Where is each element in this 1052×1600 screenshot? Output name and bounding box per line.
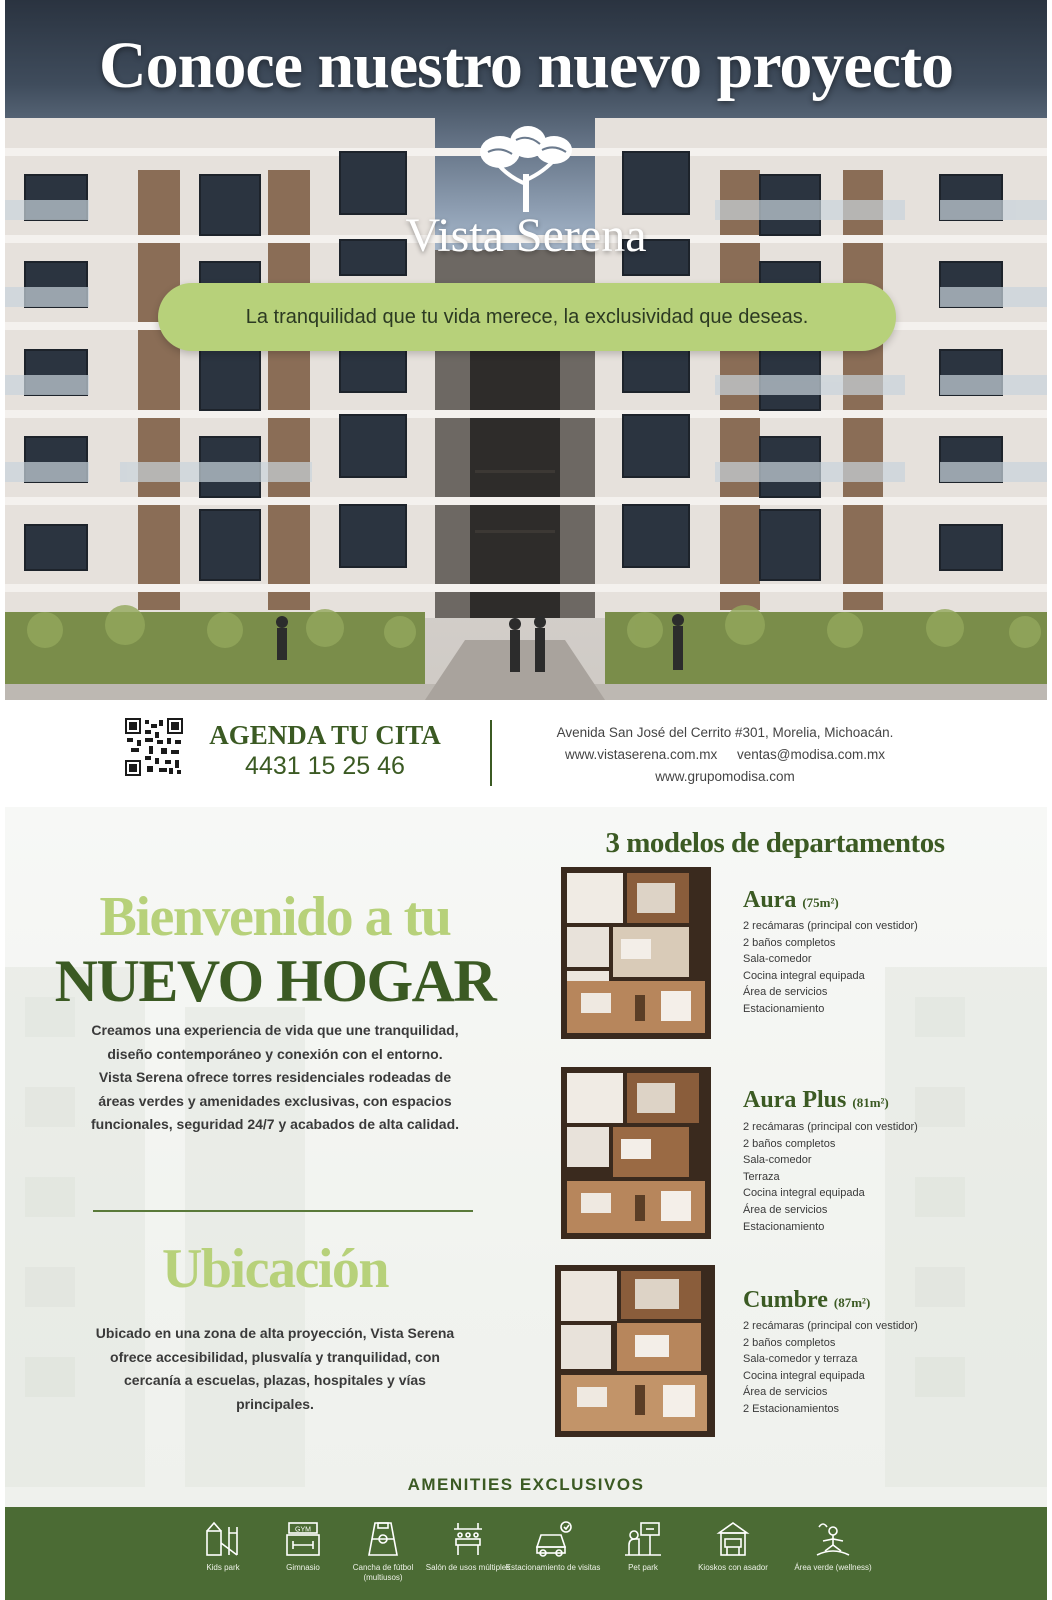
amenity-grill-kiosk — [685, 1519, 781, 1573]
model-size: (81m²) — [852, 1095, 889, 1110]
kids-park-icon — [203, 1519, 243, 1559]
list-item: Área de servicios — [743, 1386, 828, 1399]
welcome-heading-line2: NUEVO HOGAR — [54, 948, 496, 1014]
list-item: Cocina integral equipada — [743, 1187, 865, 1200]
event-hall-icon — [448, 1519, 488, 1559]
amenity-label: Kioskos con asador — [698, 1563, 768, 1572]
section-divider — [93, 1210, 473, 1212]
gym-badge-text: GYM — [295, 1526, 311, 1534]
vista-serena-logo — [385, 122, 667, 270]
model-title: Cumbre — [743, 1287, 828, 1313]
amenity-wellness — [785, 1519, 881, 1573]
list-item: Área de servicios — [743, 986, 828, 999]
parking-icon — [533, 1519, 573, 1559]
model-size: (75m²) — [802, 895, 839, 910]
tagline-banner: La tranquilidad que tu vida merece, la exclusividad que deseas. — [158, 283, 896, 351]
amenities-bar — [5, 1507, 1047, 1600]
amenity-soccer-field — [335, 1519, 431, 1583]
list-item: 2 Estacionamientos — [743, 1402, 839, 1415]
list-item: Estacionamiento — [743, 1220, 825, 1233]
amenity-label: Cancha de fútbol (multiusos) — [352, 1563, 414, 1582]
floor-plan-aura-plus — [561, 1067, 711, 1239]
list-item: Estacionamiento — [743, 1002, 825, 1015]
list-item: 2 recámaras (principal con vestidor) — [743, 1320, 918, 1332]
model-name-aura-plus — [743, 1087, 889, 1114]
qr-code-icon[interactable] — [125, 718, 183, 776]
list-item: Cocina integral equipada — [743, 969, 865, 982]
models-heading: 3 modelos de departamentos — [605, 827, 945, 859]
model-title: Aura — [743, 887, 797, 913]
list-item: 2 baños completos — [743, 936, 836, 949]
amenity-label: Gimnasio — [286, 1563, 320, 1572]
amenities-heading: AMENITIES EXCLUSIVOS — [407, 1475, 645, 1494]
wellness-icon — [813, 1519, 853, 1559]
list-item: 2 recámaras (principal con vestidor) — [743, 920, 918, 932]
amenity-label: Área verde (wellness) — [794, 1563, 872, 1572]
website-link[interactable]: www.vistaserena.com.mx — [564, 747, 718, 762]
contact-details — [525, 722, 925, 788]
list-item: 2 recámaras (principal con vestidor) — [743, 1121, 918, 1133]
soccer-field-icon — [363, 1519, 403, 1559]
welcome-heading-line1: Bienvenido a tu — [99, 886, 451, 948]
email-link[interactable]: ventas@modisa.com.mx — [737, 747, 886, 762]
amenity-label: Estacionamiento de visitas — [505, 1563, 601, 1572]
list-item: Sala-comedor — [743, 1154, 812, 1167]
intro-paragraph-1: Creamos una experiencia de vida que une tranquilidad, diseño contemporáneo y conexión con el entorno. — [91, 1022, 459, 1062]
contact-divider — [490, 720, 492, 786]
contact-bar — [5, 700, 1047, 797]
intro-text — [90, 1019, 460, 1137]
list-item: Sala-comedor y terraza — [743, 1353, 858, 1366]
model-name-cumbre — [743, 1287, 870, 1314]
intro-paragraph-2: Vista Serena ofrece torres residenciales rodeadas de áreas verdes y amenidades exclusivas, con espacios funcionales, seguridad 24/7 y acabados de alta calidad. — [90, 1069, 460, 1132]
grill-kiosk-icon — [713, 1519, 753, 1559]
hero-title: Conoce nuestro nuevo proyecto — [98, 29, 953, 102]
amenity-label: Salón de usos múltiples — [425, 1563, 511, 1572]
amenity-label: Pet park — [628, 1563, 658, 1572]
feature-list-aura-plus — [743, 1119, 918, 1235]
phone-number[interactable]: 4431 15 25 46 — [245, 752, 405, 780]
feature-list-cumbre — [743, 1318, 918, 1418]
list-item: 2 baños completos — [743, 1137, 836, 1150]
amenity-pet-park — [595, 1519, 691, 1573]
list-item: Área de servicios — [743, 1203, 828, 1216]
appointment-heading: AGENDA TU CITA — [209, 720, 441, 750]
top-flyer — [5, 0, 1047, 797]
bottom-flyer — [5, 807, 1047, 1600]
pet-park-icon — [623, 1519, 663, 1559]
group-website-link[interactable]: www.grupomodisa.com — [655, 769, 795, 784]
amenity-parking — [505, 1519, 601, 1573]
list-item: Sala-comedor — [743, 953, 812, 966]
feature-list-aura — [743, 918, 918, 1018]
list-item: Cocina integral equipada — [743, 1369, 865, 1382]
floor-plan-cumbre — [555, 1265, 715, 1437]
logo-wordmark: Vista Serena — [405, 209, 647, 262]
address-text: Avenida San José del Cerrito #301, Morelia, Michoacán. — [556, 725, 894, 740]
hero-image — [5, 0, 1047, 700]
model-name-aura — [743, 887, 839, 914]
amenity-label: Kids park — [206, 1563, 240, 1572]
list-item: Terraza — [743, 1170, 780, 1183]
location-heading: Ubicación — [161, 1238, 389, 1300]
model-title: Aura Plus — [743, 1087, 847, 1113]
floor-plan-aura — [561, 867, 711, 1039]
location-text: Ubicado en una zona de alta proyección, Vista Serena ofrece accesibilidad, plusvalía y tranquilidad, con cercanía a escuelas, plazas, hospitales y vías principales. — [95, 1325, 455, 1412]
list-item: 2 baños completos — [743, 1336, 836, 1349]
gym-icon — [283, 1519, 323, 1559]
tree-logo-icon — [478, 122, 574, 214]
model-size: (87m²) — [833, 1295, 871, 1310]
amenity-event-hall — [420, 1519, 516, 1573]
